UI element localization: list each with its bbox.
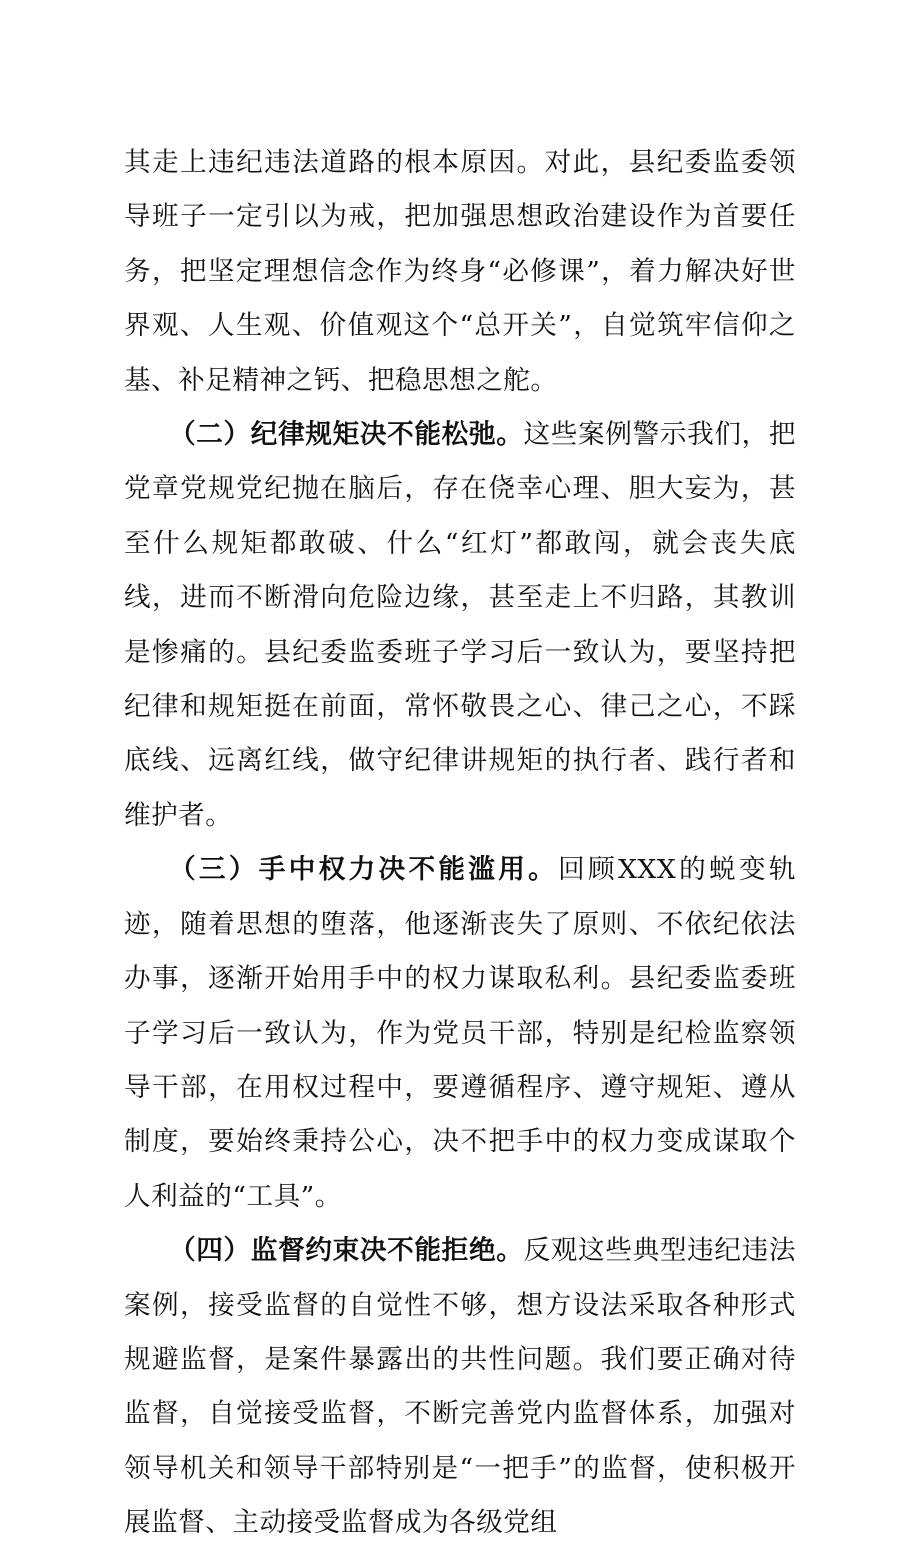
- section-heading-discipline: （二）纪律规矩决不能松弛。: [169, 419, 524, 451]
- paragraph-text: 其走上违纪违法道路的根本原因。对此，县纪委监委领导班子一定引以为戒，把加强思想政治建设作为首要任务，把坚定理想信念作为终身“必修课”，着力解决好世界观、人生观、价值观这个“总开关”，自觉筑牢信仰之基、补足精神之钙、把稳思想之舵。: [124, 147, 796, 396]
- document-body: [124, 136, 796, 1551]
- section-heading-supervision: （四）监督约束决不能拒绝。: [169, 1235, 524, 1267]
- paragraph-supervision: [124, 1224, 796, 1550]
- paragraph-power: [124, 843, 796, 1224]
- paragraph-text: 这些案例警示我们，把党章党规党纪抛在脑后，存在侥幸心理、胆大妄为，甚至什么规矩都敢破、什么“红灯”都敢闯，就会丧失底线，进而不断滑向危险边缘，甚至走上不归路，其教训是惨痛的。县纪委监委班子学习后一致认为，要坚持把纪律和规矩挺在前面，常怀敬畏之心、律己之心，不踩底线、远离红线，做守纪律讲规矩的执行者、践行者和维护者。: [124, 419, 797, 831]
- paragraph-continuation: [124, 136, 796, 408]
- paragraph-text: 回顾XXX的蜕变轨迹，随着思想的堕落，他逐渐丧失了原则、不依纪依法办事，逐渐开始用手中的权力谋取私利。县纪委监委班子学习后一致认为，作为党员干部，特别是纪检监察领导干部，在用权过程中，要遵循程序、遵守规矩、遵从制度，要始终秉持公心，决不把手中的权力变成谋取个人利益的“工具”。: [124, 854, 796, 1212]
- paragraph-text: 反观这些典型违纪违法案例，接受监督的自觉性不够，想方设法采取各种形式规避监督，是案件暴露出的共性问题。我们要正确对待监督，自觉接受监督，不断完善党内监督体系，加强对领导机关和领导干部特别是“一把手”的监督，使积极开展监督、主动接受监督成为各级党组: [124, 1235, 797, 1539]
- section-heading-power: （三）手中权力决不能滥用。: [169, 854, 559, 886]
- paragraph-discipline: [124, 408, 796, 843]
